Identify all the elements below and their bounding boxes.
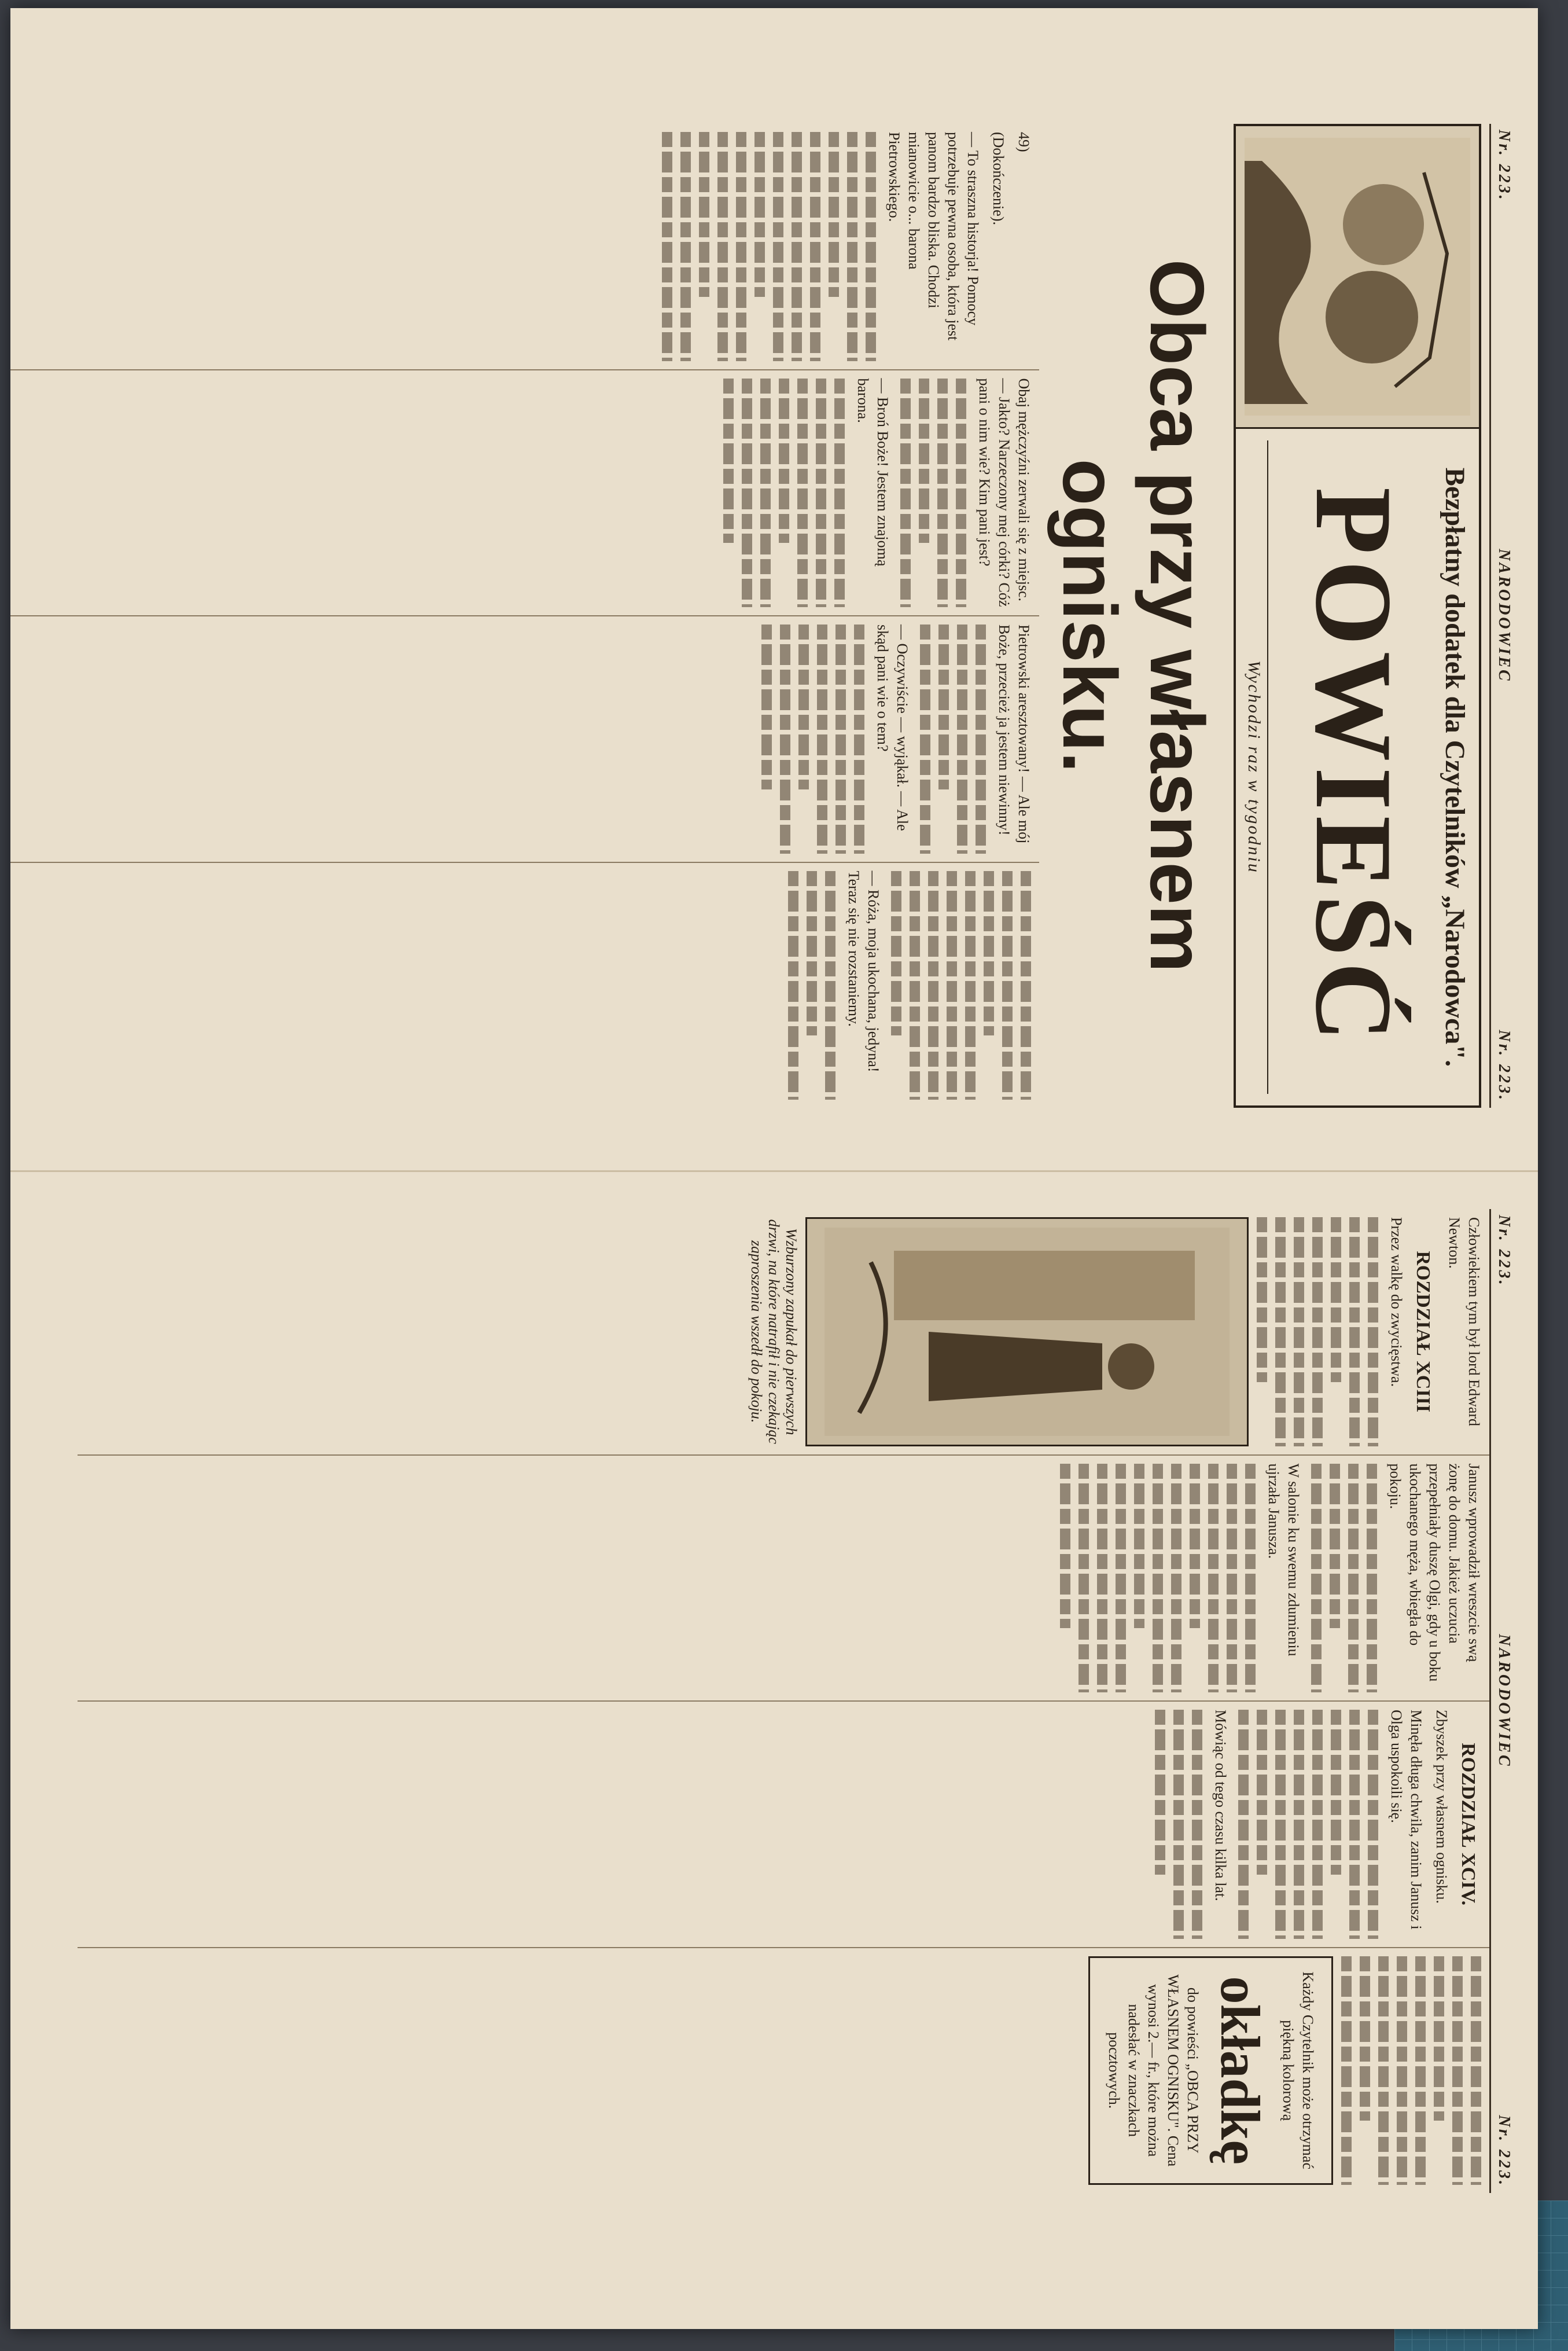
column-3 (78, 1700, 1489, 1947)
supplement-line: Bezpłatny dodatek dla Czytelników „Narodowca". (1440, 467, 1470, 1067)
issue-number: Nr. 223. (1495, 1215, 1513, 1287)
paragraph: Janusz wprowadził wreszcie swą żonę do domu. Jakież uczucia przepełniały duszę Olgi, gdy u boku ukochanego męża, wbiegła do pokoju. (1387, 1463, 1482, 1682)
paragraph: Pietrowski aresztowany! — Ale mój Boże, przecież ja jestem niewinny! (996, 625, 1032, 844)
column-2 (10, 369, 1039, 616)
continued-label: (Dokończenie). (990, 132, 1007, 225)
newspaper-sheet (10, 8, 1538, 2329)
chapter-heading: ROZDZIAŁ XCIV. (1457, 1743, 1479, 1906)
bottom-columns (78, 1209, 1489, 2193)
column-1 (10, 124, 1039, 369)
cover-offer-notice (1088, 1956, 1333, 2185)
story-title: Obca przy własnem ognisku. (1047, 259, 1220, 973)
chapter-subtitle: Zbyszek przy własnem ognisku. (1433, 1710, 1450, 1904)
paragraph: Obaj mężczyźni zerwali się z miejsc. — Jakto? Narzeczony mej córki? Cóż pani o nim wie? Kim pani jest? (976, 378, 1032, 607)
newspaper-name: NARODOWIEC (1495, 549, 1513, 683)
paragraph: Minęła długa chwila, zanim Janusz i Olga uspokoili się. (1388, 1710, 1425, 1930)
paragraph: — Róża, moja ukochana, jedyna! Teraz się nie rozstaniemy. (845, 870, 882, 1072)
illustration-caption: Wzburzony zapukał do pierwszych drzwi, na które natrafił i nie czekając zaproszenia wszedł do pokoju. (748, 1219, 800, 1444)
paragraph: — Broń Boże! Jestem znajomą barona. (855, 378, 891, 567)
notice-text: Każdy Czytelnik może otrzymać piękną kolorową (1280, 1971, 1316, 2169)
column-4 (78, 1947, 1489, 2194)
issue-number: Nr. 223. (1495, 130, 1513, 202)
masthead (1234, 124, 1481, 1108)
bottom-page (48, 1209, 1529, 2193)
paragraph: — To straszna historja! Pomocy potrzebuje pewna osoba, która jest panom bardzo bliska. Chodzi mianowicie o... barona Pietrowskiego. (886, 132, 981, 341)
story-illustration (805, 1217, 1249, 1446)
chapter-heading: ROZDZIAŁ XCIII (1412, 1251, 1434, 1413)
column-2 (78, 1454, 1489, 1701)
running-header (1489, 1209, 1529, 2193)
page-fold (10, 1170, 1538, 1172)
notice-headline: okładkę (1209, 1976, 1271, 2165)
episode-number: 49) (1015, 132, 1032, 152)
paragraph: W salonie ku swemu zdumieniu ujrzała Janusza. (1265, 1463, 1302, 1656)
issue-number-right: Nr. 223. (1495, 1030, 1513, 1102)
column-3 (10, 615, 1039, 862)
frequency-line: Wychodzi raz w tygodniu (1244, 440, 1268, 1094)
section-title: POWIEŚĆ (1293, 487, 1415, 1048)
column-1 (78, 1209, 1489, 1454)
paragraph: Mówiąc od tego czasu kilka lat. (1212, 1710, 1229, 1901)
story-columns (10, 124, 1039, 1108)
masthead-illustration (1236, 126, 1479, 429)
chapter-subtitle: Przez walkę do zwycięstwa. (1388, 1217, 1405, 1387)
paragraph: — Oczywiście — wyjąkał. — Ale skąd pani wie o tem? (874, 625, 911, 831)
top-page (48, 124, 1529, 1108)
issue-number-right: Nr. 223. (1495, 2115, 1513, 2187)
notice-details: do powieści „OBCA PRZY WŁASNEM OGNISKU". Cena wynosi 2.— fr., które można nadesłać w znaczkach pocztowych. (1106, 1974, 1201, 2167)
column-4 (10, 862, 1039, 1108)
newspaper-name: NARODOWIEC (1495, 1634, 1513, 1768)
running-header (1489, 124, 1529, 1108)
paragraph: Człowiekiem tym był lord Edward Newton. (1446, 1217, 1482, 1427)
